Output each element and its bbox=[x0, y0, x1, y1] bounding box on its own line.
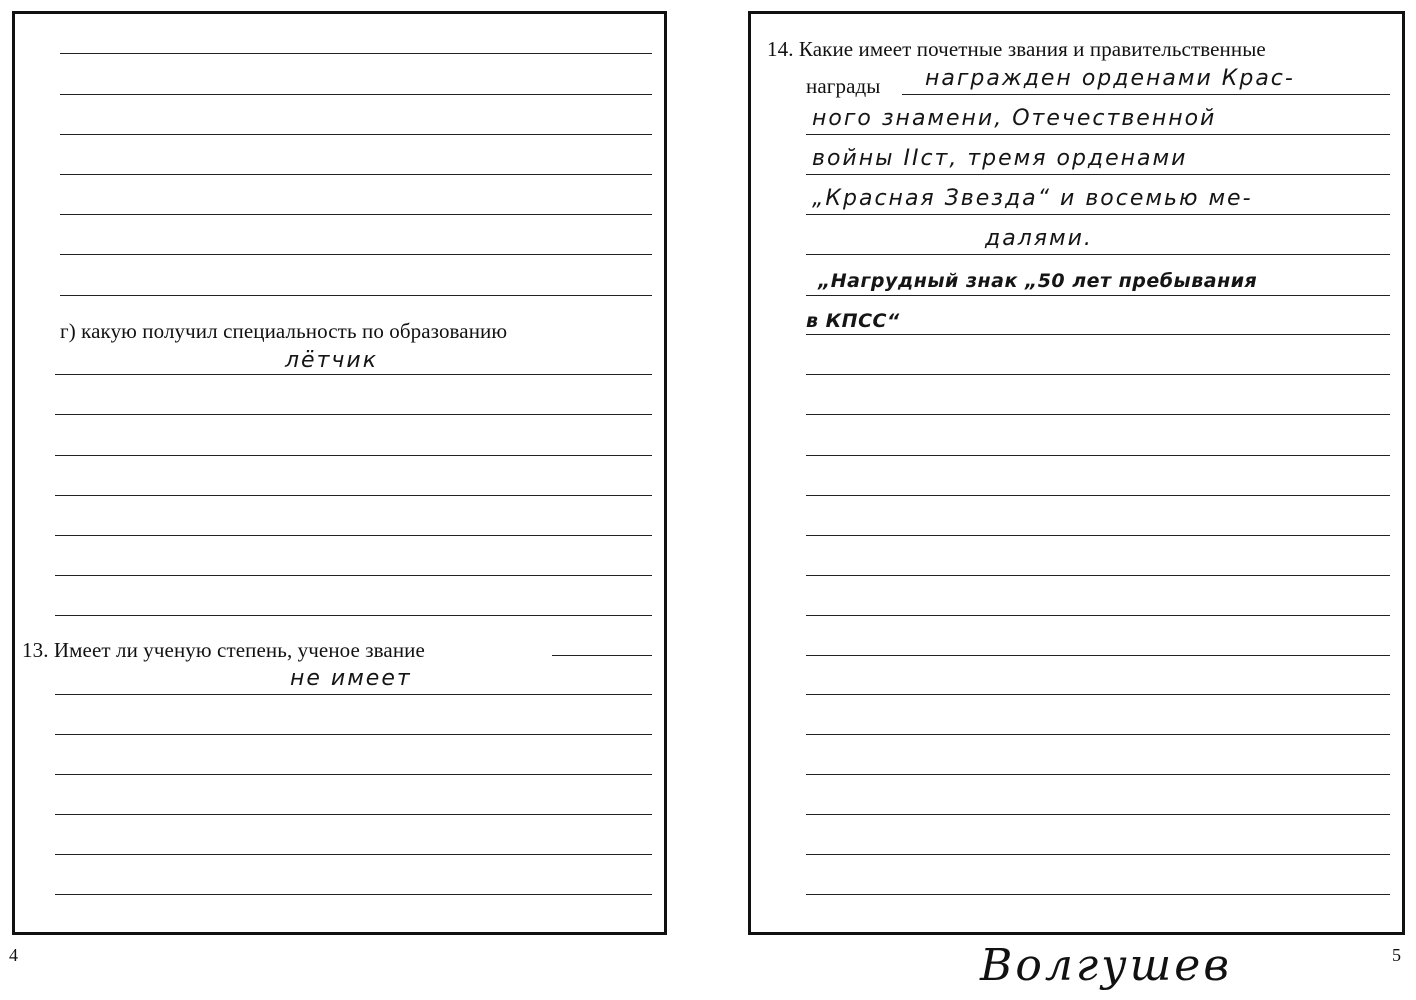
blank-line bbox=[55, 455, 652, 456]
answer-14-line-5: далями. bbox=[985, 226, 1093, 251]
answer-line bbox=[806, 334, 1390, 335]
answer-14-line-3: войны IIст, тремя орденами bbox=[812, 146, 1188, 171]
blank-line bbox=[806, 694, 1390, 695]
blank-line bbox=[60, 53, 652, 54]
blank-line bbox=[55, 814, 652, 815]
blank-line bbox=[806, 414, 1390, 415]
answer-g-handwritten: лётчик bbox=[285, 348, 378, 373]
blank-line bbox=[806, 894, 1390, 895]
answer-line bbox=[806, 214, 1390, 215]
blank-line bbox=[55, 894, 652, 895]
answer-14-line-1: награжден орденами Крас- bbox=[925, 66, 1295, 91]
handwritten-signature: Волгушев bbox=[980, 940, 1232, 991]
blank-line bbox=[60, 94, 652, 95]
blank-line bbox=[55, 575, 652, 576]
blank-line bbox=[55, 734, 652, 735]
answer-line bbox=[55, 694, 652, 695]
left-page bbox=[12, 11, 667, 935]
blank-line bbox=[60, 295, 652, 296]
blank-line bbox=[806, 734, 1390, 735]
blank-line bbox=[60, 254, 652, 255]
blank-line bbox=[806, 374, 1390, 375]
answer-line bbox=[806, 174, 1390, 175]
blank-line bbox=[806, 854, 1390, 855]
answer-line bbox=[806, 254, 1390, 255]
answer-14-line-4: „Красная Звезда“ и восемью ме- bbox=[812, 186, 1253, 211]
blank-line bbox=[60, 214, 652, 215]
blank-line bbox=[552, 655, 652, 656]
answer-line bbox=[902, 94, 1390, 95]
answer-line bbox=[55, 374, 652, 375]
blank-line bbox=[806, 575, 1390, 576]
page-number-left: 4 bbox=[9, 945, 18, 965]
blank-line bbox=[806, 814, 1390, 815]
blank-line bbox=[55, 774, 652, 775]
question-14-line-1: 14. Какие имеет почетные звания и правительственные bbox=[767, 37, 1266, 61]
blank-line bbox=[60, 134, 652, 135]
answer-line bbox=[806, 134, 1390, 135]
blank-line bbox=[806, 655, 1390, 656]
blank-line bbox=[55, 615, 652, 616]
page-number-right: 5 bbox=[1392, 945, 1401, 965]
blank-line bbox=[55, 535, 652, 536]
answer-14-line-2: ного знамени, Отечественной bbox=[812, 106, 1217, 131]
answer-line bbox=[806, 295, 1390, 296]
blank-line bbox=[55, 414, 652, 415]
answer-13-handwritten: не имеет bbox=[290, 666, 412, 691]
blank-line bbox=[806, 535, 1390, 536]
blank-line bbox=[55, 495, 652, 496]
question-g: г) какую получил специальность по образованию bbox=[60, 319, 508, 343]
blank-line bbox=[806, 495, 1390, 496]
answer-14-extra-line-2: в КПСС“ bbox=[806, 310, 900, 332]
answer-14-extra-line-1: „Нагрудный знак „50 лет пребывания bbox=[818, 270, 1258, 292]
blank-line bbox=[806, 774, 1390, 775]
blank-line bbox=[806, 615, 1390, 616]
question-13: 13. Имеет ли ученую степень, ученое звание bbox=[22, 638, 425, 662]
blank-line bbox=[55, 854, 652, 855]
blank-line bbox=[60, 174, 652, 175]
blank-line bbox=[806, 455, 1390, 456]
question-14-line-2: награды bbox=[806, 74, 881, 98]
